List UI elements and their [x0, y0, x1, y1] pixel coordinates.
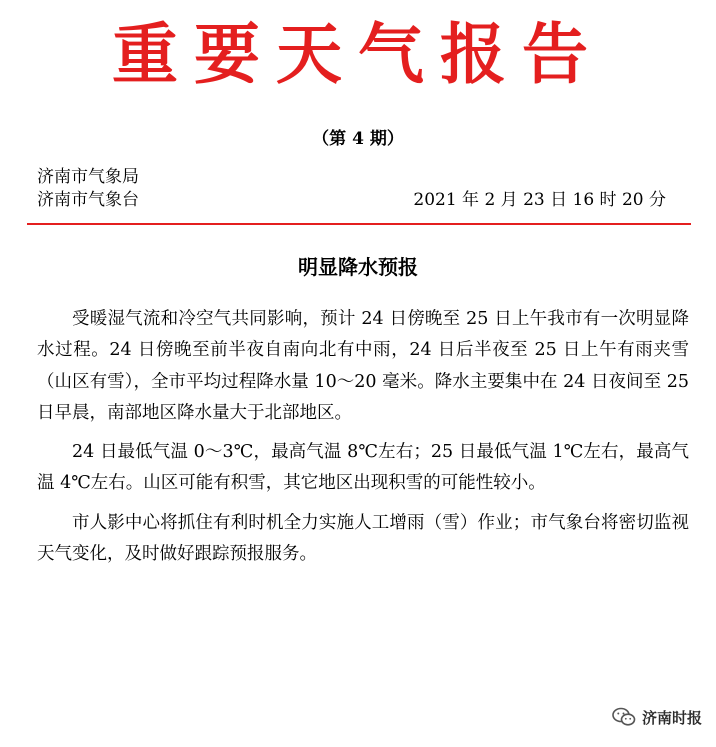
source-watermark: [612, 703, 702, 731]
issuer-observatory: 济南市气象台: [37, 190, 139, 210]
header-divider: [27, 223, 691, 225]
issue-number: （第 4 期）: [312, 129, 404, 149]
watermark-text: 济南时报: [641, 708, 702, 727]
report-body: [37, 304, 689, 578]
paragraph-temperature: 24 日最低气温 0～3℃，最高气温 8℃左右；25 日最低气温 1℃左右，最高气温 4℃左右。山区可能有积雪，其它地区出现积雪的可能性较小。: [37, 442, 689, 494]
forecast-headline: 明显降水预报: [298, 255, 418, 279]
issue-datetime: 2021 年 2 月 23 日 16 时 20 分: [413, 190, 666, 210]
issuer-bureau: 济南市气象局: [37, 167, 139, 187]
wechat-icon: [612, 707, 636, 727]
report-title: 重要天气报告: [112, 15, 604, 93]
paragraph-precipitation: 受暖湿气流和冷空气共同影响，预计 24 日傍晚至 25 日上午我市有一次明显降水过程。24 日傍晚至前半夜自南向北有中雨，24 日后半夜至 25 日上午有雨夹雪（山区有雪），全市平均过程降水量 10～20 毫米。降水主要集中在 24 日夜间至 25 日早晨，南部地区降水量大于北部地区。: [37, 309, 689, 423]
paragraph-service: 市人影中心将抓住有利时机全力实施人工增雨（雪）作业；市气象台将密切监视天气变化，及时做好跟踪预报服务。: [37, 512, 689, 565]
